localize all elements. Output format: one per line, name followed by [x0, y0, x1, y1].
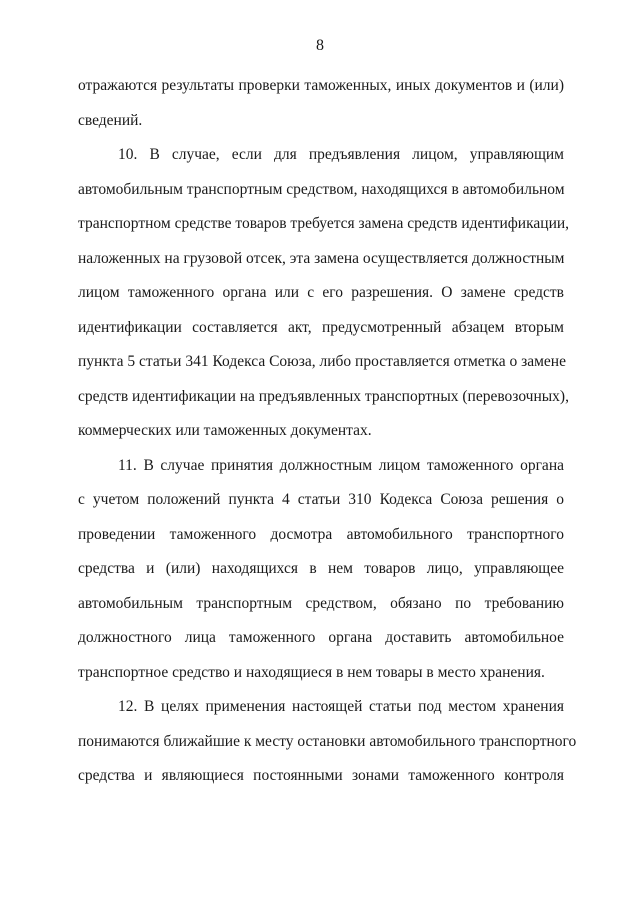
text-line: транспортное средство и находящиеся в нем товары в место хранения.	[78, 663, 545, 681]
text-line: средства и (или) находящихся в нем товаров лицо, управляющее	[78, 560, 564, 577]
text-line: сведений.	[78, 111, 143, 129]
text-line: средства и являющиеся постоянными зонами таможенного контроля	[78, 767, 564, 784]
text-line: проведении таможенного досмотра автомобильного транспортного	[78, 525, 564, 543]
text-line: средств идентификации на предъявленных транспортных (перевозочных),	[78, 387, 569, 405]
text-line: наложенных на грузовой отсек, эта замена осуществляется должностным	[78, 249, 565, 267]
text-line: с учетом положений пункта 4 статьи 310 Кодекса Союза решения о	[78, 491, 564, 508]
page-number: 8	[316, 37, 324, 54]
text-line: идентификации составляется акт, предусмотренный абзацем вторым	[78, 318, 564, 336]
text-line: автомобильным транспортным средством, обязано по требованию	[78, 594, 564, 612]
text-line: понимаются ближайшие к месту остановки автомобильного транспортного	[78, 732, 577, 750]
paragraph-item-11	[78, 449, 564, 691]
text-line: отражаются результаты проверки таможенных, иных документов и (или)	[78, 77, 564, 94]
paragraph-continuation	[78, 69, 564, 138]
paragraph-item-12	[78, 690, 577, 794]
text-line: лицом таможенного органа или с его разрешения. О замене средств	[78, 284, 564, 301]
text-line: 11. В случае принятия должностным лицом таможенного органа	[118, 456, 564, 474]
text-line: 10. В случае, если для предъявления лицом, управляющим	[118, 146, 564, 163]
document-body	[78, 69, 577, 794]
text-line: 12. В целях применения настоящей статьи под местом хранения	[118, 698, 564, 715]
text-line: должностного лица таможенного органа доставить автомобильное	[78, 629, 564, 646]
text-line: автомобильным транспортным средством, находящихся в автомобильном	[78, 180, 565, 198]
text-line: пункта 5 статьи 341 Кодекса Союза, либо проставляется отметка о замене	[78, 353, 566, 370]
text-line: коммерческих или таможенных документах.	[78, 422, 372, 439]
paragraph-item-10	[78, 138, 570, 449]
text-line: транспортном средстве товаров требуется замена средств идентификации,	[78, 215, 570, 232]
